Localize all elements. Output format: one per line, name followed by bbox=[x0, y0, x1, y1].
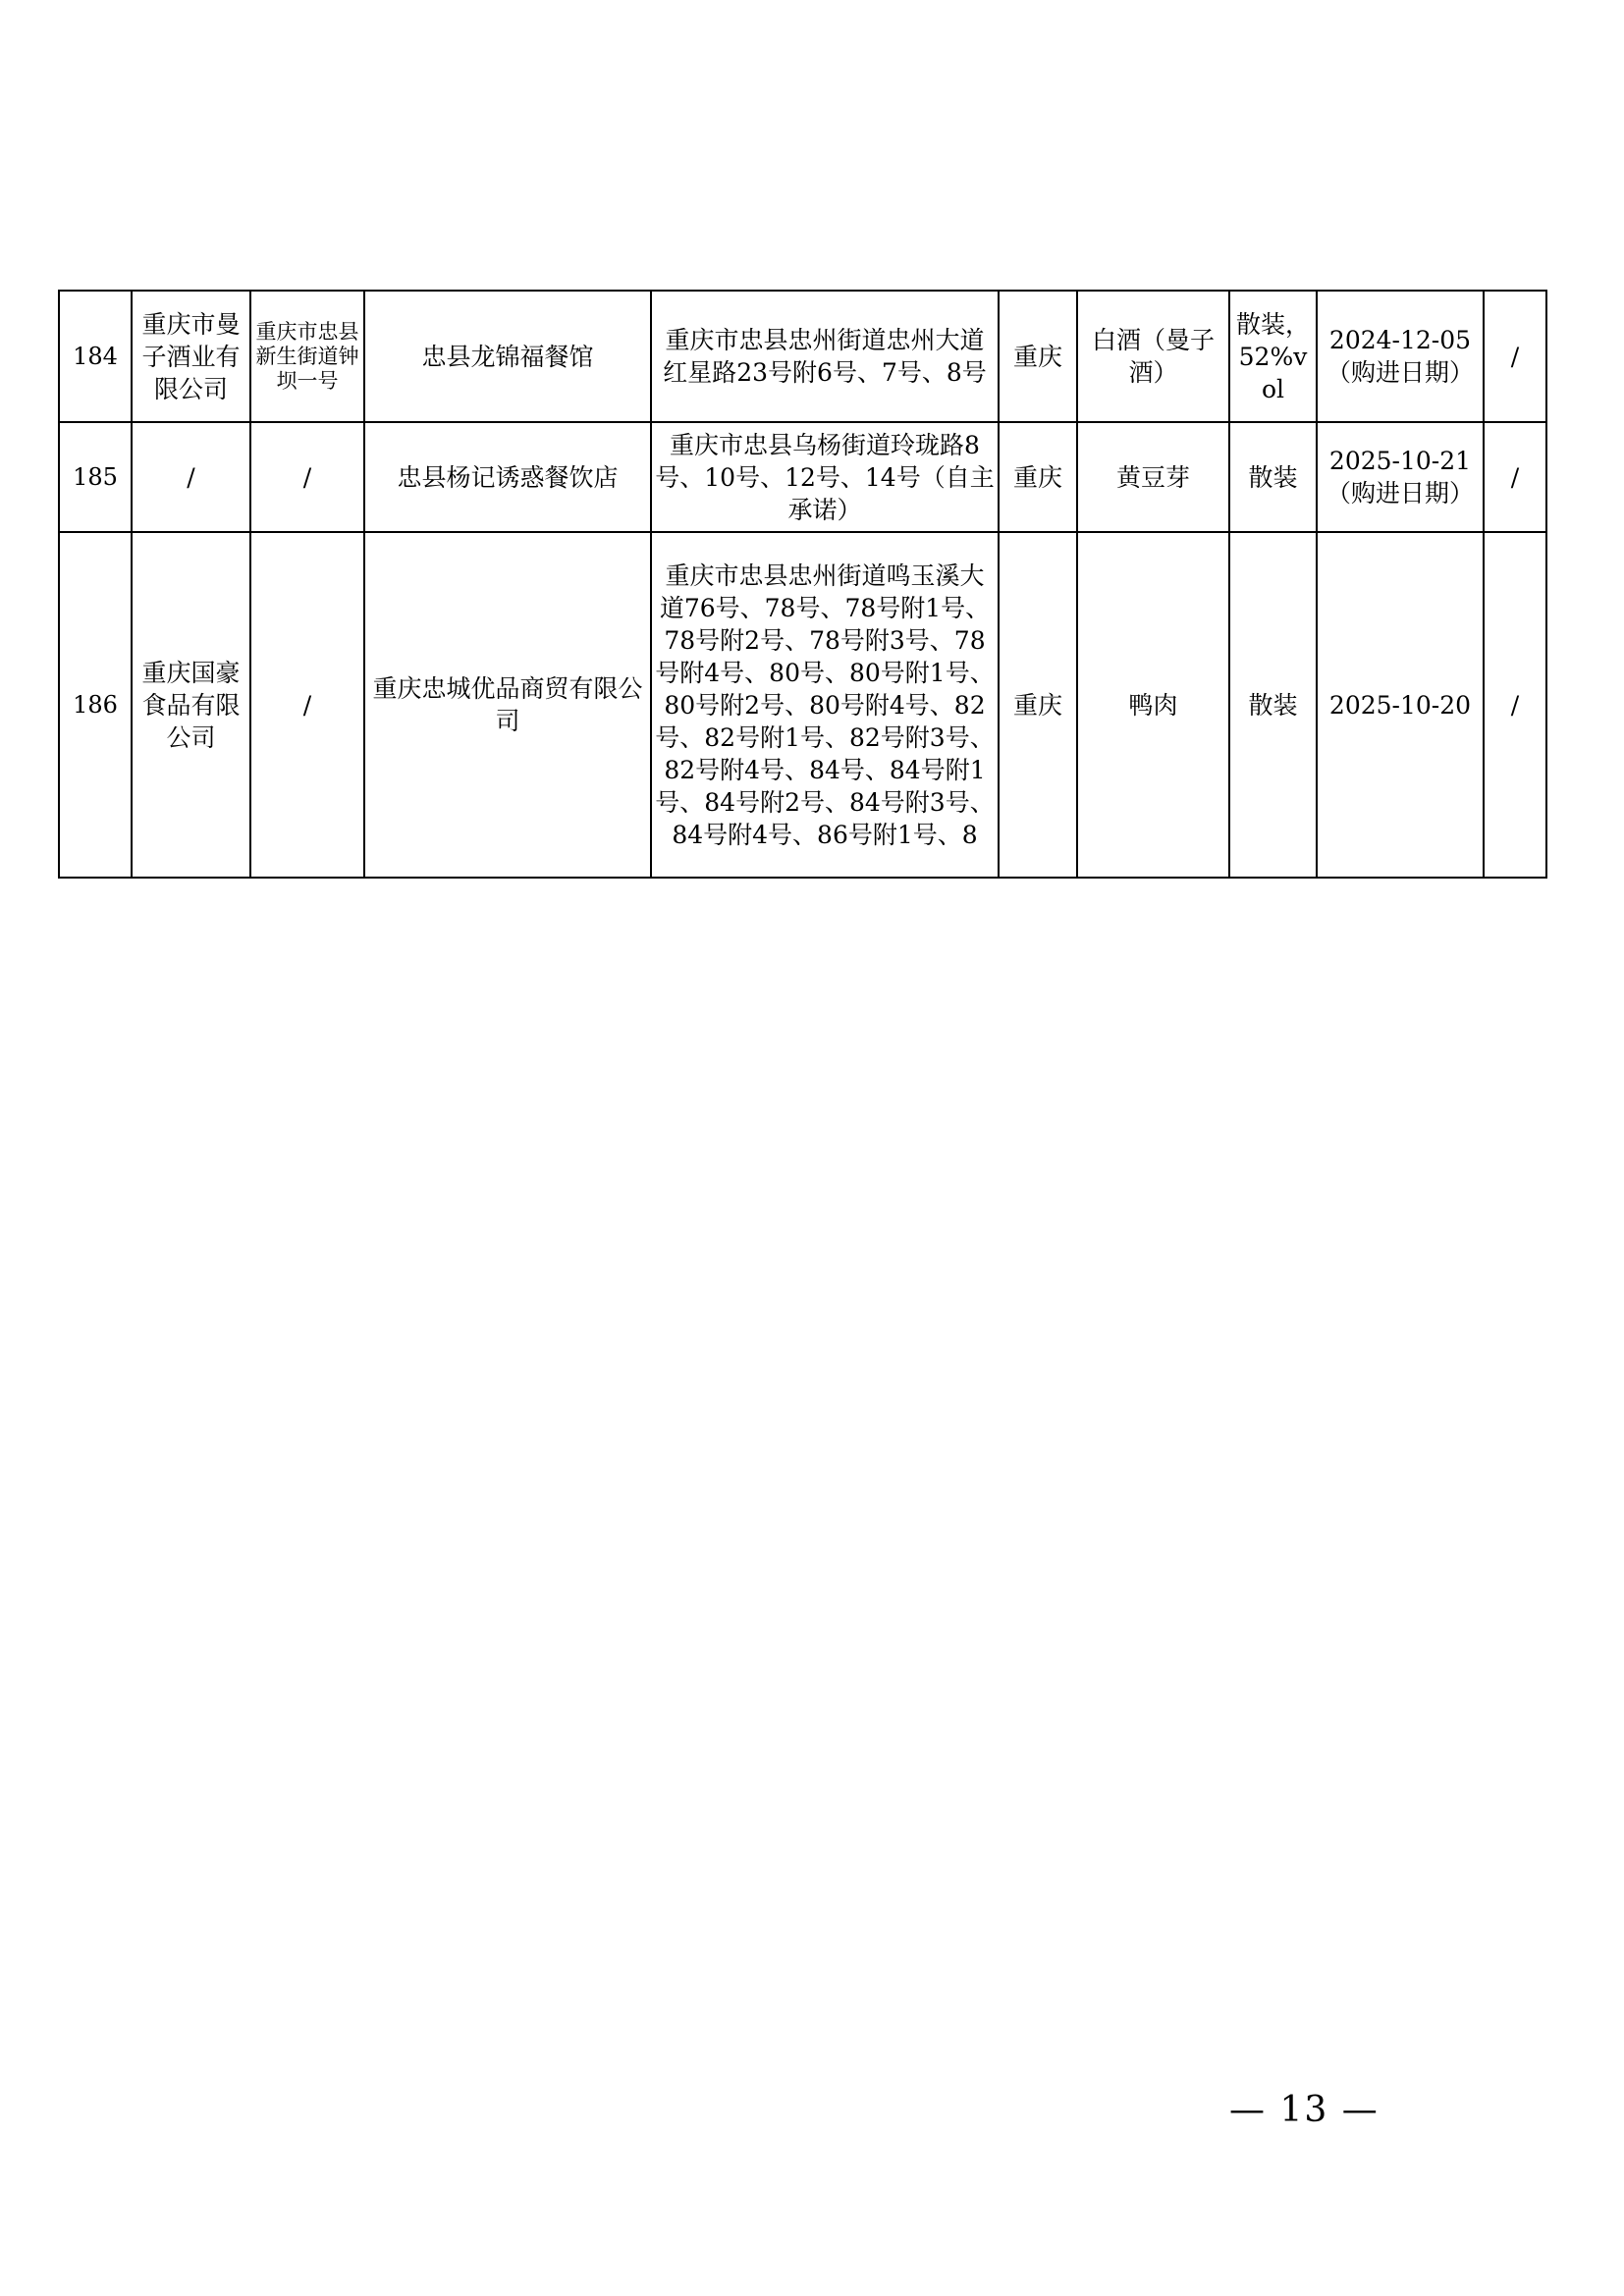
specification: 散装，52%vol bbox=[1229, 291, 1317, 422]
province: 重庆 bbox=[999, 532, 1077, 878]
food-name: 鸭肉 bbox=[1077, 532, 1229, 878]
table-row bbox=[59, 532, 1546, 878]
specification: 散装 bbox=[1229, 532, 1317, 878]
row-number: 185 bbox=[59, 422, 132, 532]
extra-column: / bbox=[1484, 291, 1546, 422]
producer-address: / bbox=[250, 532, 364, 878]
producer-address: 重庆市忠县新生街道钟坝一号 bbox=[250, 291, 364, 422]
row-number: 184 bbox=[59, 291, 132, 422]
page-number: — 13 — bbox=[1229, 2090, 1380, 2130]
extra-column: / bbox=[1484, 422, 1546, 532]
producer-name: 重庆市曼子酒业有限公司 bbox=[132, 291, 250, 422]
specification: 散装 bbox=[1229, 422, 1317, 532]
sampled-unit-address: 重庆市忠县忠州街道忠州大道红星路23号附6号、7号、8号 bbox=[651, 291, 999, 422]
production-date: 2024-12-05（购进日期） bbox=[1317, 291, 1484, 422]
producer-address: / bbox=[250, 422, 364, 532]
sampled-unit-name: 重庆忠城优品商贸有限公司 bbox=[364, 532, 651, 878]
producer-name: / bbox=[132, 422, 250, 532]
province: 重庆 bbox=[999, 422, 1077, 532]
sampled-unit-address-text: 重庆市忠县忠州街道鸣玉溪大道76号、78号、78号附1号、78号附2号、78号附3号、78号附4号、80号、80号附1号、80号附2号、80号附4号、82号、82号附1号、82号附3号、82号附4号、84号、84号附1号、84号附2号、84号附3号、84号附4号、86号附1号、8 bbox=[655, 561, 995, 849]
table-row bbox=[59, 422, 1546, 532]
food-name: 黄豆芽 bbox=[1077, 422, 1229, 532]
sampled-unit-name: 忠县龙锦福餐馆 bbox=[364, 291, 651, 422]
sampled-unit-name: 忠县杨记诱惑餐饮店 bbox=[364, 422, 651, 532]
sampling-results-table bbox=[58, 290, 1547, 879]
production-date: 2025-10-20 bbox=[1317, 532, 1484, 878]
extra-column: / bbox=[1484, 532, 1546, 878]
producer-name: 重庆国豪食品有限公司 bbox=[132, 532, 250, 878]
row-number: 186 bbox=[59, 532, 132, 878]
table-row bbox=[59, 291, 1546, 422]
province: 重庆 bbox=[999, 291, 1077, 422]
sampled-unit-address: 重庆市忠县乌杨街道玲珑路8号、10号、12号、14号（自主承诺） bbox=[651, 422, 999, 532]
production-date: 2025-10-21（购进日期） bbox=[1317, 422, 1484, 532]
sampled-unit-address bbox=[651, 532, 999, 878]
food-name: 白酒（曼子酒） bbox=[1077, 291, 1229, 422]
